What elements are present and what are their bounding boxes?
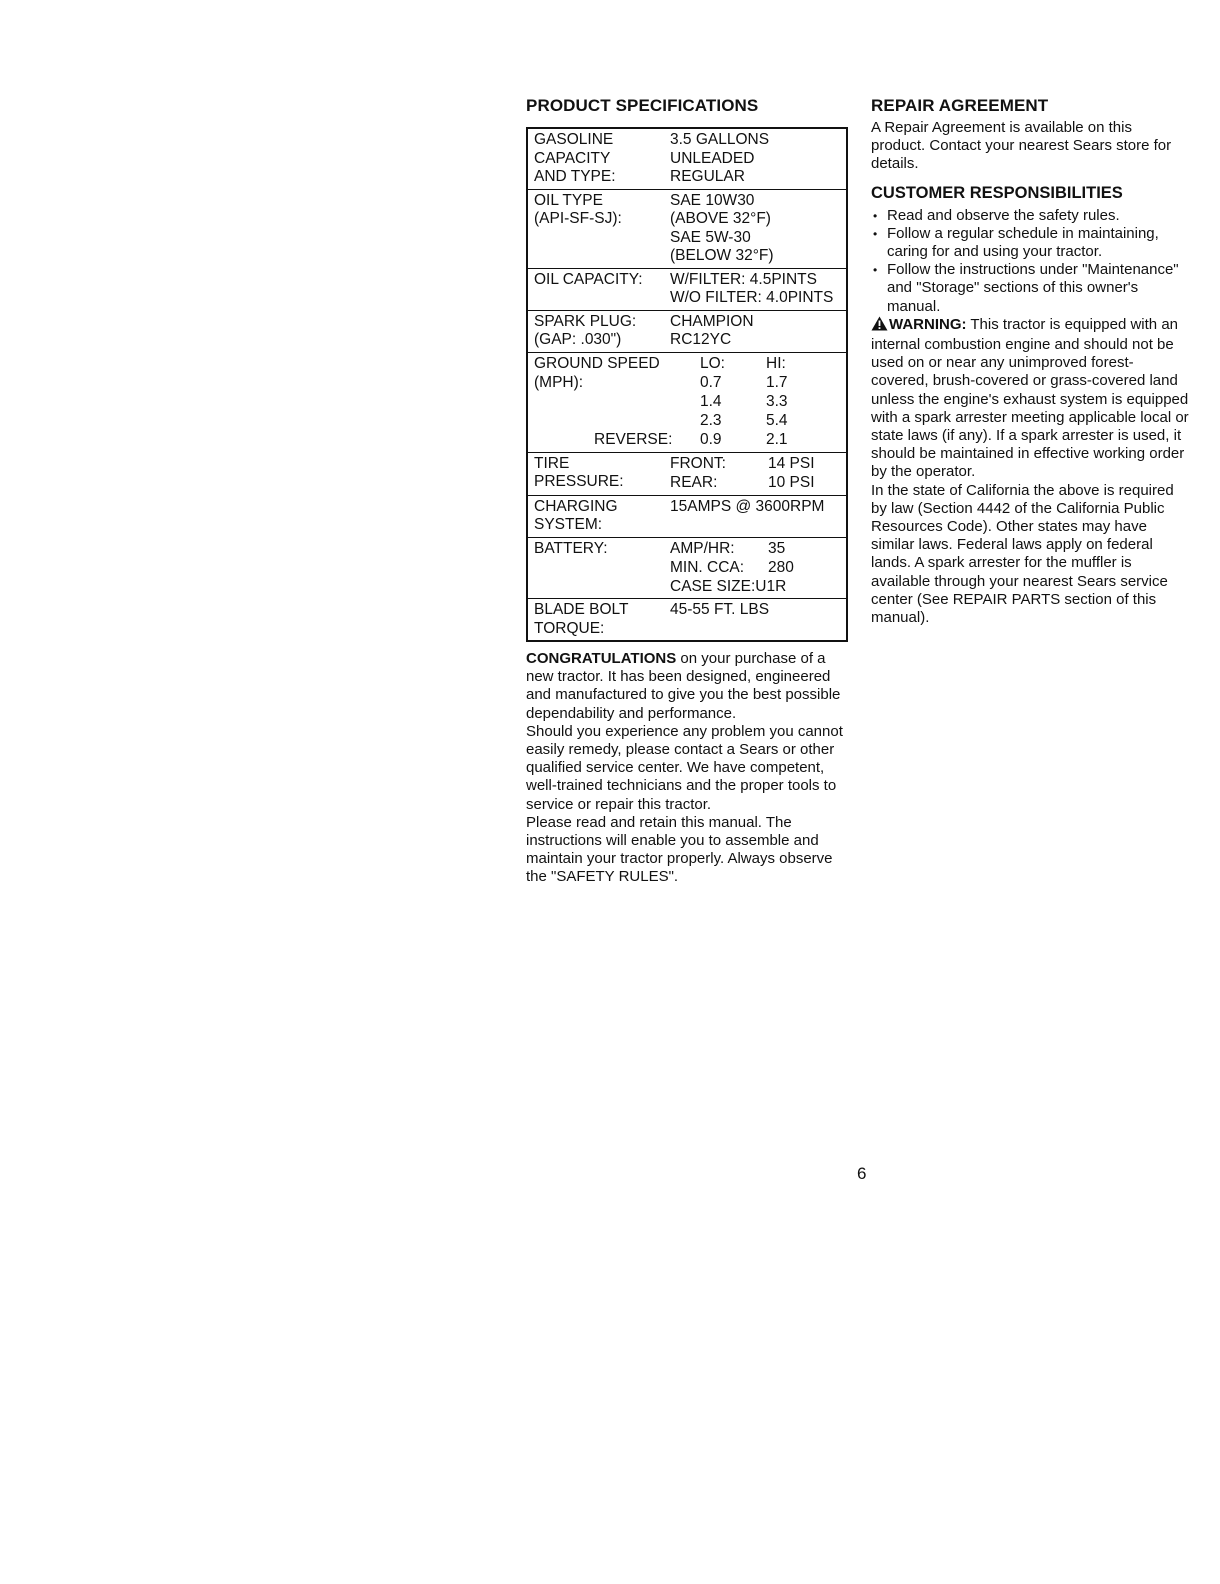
specifications-table xyxy=(526,127,848,642)
list-item: • Follow a regular schedule in maintaining, caring for and using your tractor. xyxy=(871,225,1189,261)
spec-label-battery: BATTERY: xyxy=(534,539,608,557)
speed-row: (MPH): 0.7 1.7 xyxy=(534,373,788,391)
spec-row-tire-pressure xyxy=(528,453,846,496)
california-law-paragraph: In the state of California the above is required by law (Section 4442 of the California Public Resources Code). Other states may have similar laws. Federal laws apply on federal lands. A spark arrester for the muffler is available through your nearest Sears service center (See REPAIR PARTS section of this manual). xyxy=(871,481,1174,627)
spec-label-tire-pressure: TIRE PRESSURE: xyxy=(534,454,624,490)
spec-row-oil-type xyxy=(528,190,846,269)
spec-value-charging: 15AMPS @ 3600RPM xyxy=(670,497,825,515)
spec-label-spark-plug: SPARK PLUG: (GAP: .030") xyxy=(534,312,637,348)
spec-row-blade-bolt xyxy=(528,599,846,640)
spec-label-oil-capacity: OIL CAPACITY: xyxy=(534,270,643,288)
repair-agreement-text: A Repair Agreement is available on this product. Contact your nearest Sears store for details. xyxy=(871,119,1172,173)
spec-label-oil-type: OIL TYPE (API-SF-SJ): xyxy=(534,191,622,227)
speed-hi-header: HI: xyxy=(766,354,786,372)
speed-row: 1.4 3.3 xyxy=(700,392,788,410)
spec-value-spark-plug: CHAMPION RC12YC xyxy=(670,312,754,348)
repair-agreement-heading: REPAIR AGREEMENT xyxy=(871,96,1049,115)
spec-label-charging: CHARGING SYSTEM: xyxy=(534,497,618,533)
spec-row-oil-capacity xyxy=(528,269,846,311)
spec-label-ground-speed: GROUND SPEED xyxy=(534,354,660,372)
spec-row-battery xyxy=(528,538,846,600)
spec-row-ground-speed xyxy=(528,353,846,453)
speed-row-reverse: REVERSE: 0.9 2.1 xyxy=(594,430,788,448)
spec-row-spark-plug xyxy=(528,311,846,353)
right-column xyxy=(871,96,1189,627)
spec-row-charging xyxy=(528,496,846,538)
warning-label: WARNING: xyxy=(889,315,967,333)
spec-value-oil-capacity: W/FILTER: 4.5PINTS W/O FILTER: 4.0PINTS xyxy=(670,270,834,306)
responsibilities-list xyxy=(871,207,1189,316)
spec-label-gasoline: GASOLINE CAPACITY AND TYPE: xyxy=(534,131,616,185)
warning-paragraph: WARNING: This tractor is equipped with an internal combustion engine and should not be used on or near any unimproved forest-covered, brush-covered or grass-covered land unless the engine's exhaust system is equipped with a spark arrester meeting applicable local or state laws (if any). If a spark arrester is used, it should be maintained in effective working order by the operator. xyxy=(871,315,1189,481)
spec-value-gasoline: 3.5 GALLONS UNLEADED REGULAR xyxy=(670,131,770,185)
speed-row: 2.3 5.4 xyxy=(700,411,788,429)
speed-unit: (MPH): xyxy=(534,373,584,391)
spec-value-battery: AMP/HR: 35 MIN. CCA: 280 CASE SIZE:U1R xyxy=(670,539,794,595)
left-column xyxy=(526,96,848,887)
spec-label-blade-bolt: BLADE BOLT TORQUE: xyxy=(534,601,629,637)
list-item: • Follow the instructions under "Maintenance" and "Storage" sections of this owner's manual. xyxy=(871,261,1189,316)
congratulations-paragraph: CONGRATULATIONS on your purchase of a new tractor. It has been designed, engineered and manufactured to give you the best possible dependability and performance. xyxy=(526,650,841,722)
service-paragraph: Should you experience any problem you cannot easily remedy, please contact a Sears or other qualified service center. We have competent, well-trained technicians and the proper tools to service or repair this tractor. xyxy=(526,722,843,813)
list-item: • Read and observe the safety rules. xyxy=(871,207,1189,225)
spec-row-gasoline xyxy=(528,129,846,190)
customer-responsibilities-heading: CUSTOMER RESPONSIBILITIES xyxy=(871,183,1123,202)
spec-value-tire-pressure: FRONT: 14 PSI REAR: 10 PSI xyxy=(670,454,815,491)
warning-triangle-icon xyxy=(871,316,888,336)
congratulations-text xyxy=(526,650,848,887)
speed-lo-header: LO: xyxy=(700,354,725,372)
product-specifications-heading: PRODUCT SPECIFICATIONS xyxy=(526,96,759,115)
manual-paragraph: Please read and retain this manual. The instructions will enable you to assemble and maintain your tractor properly. Always observe the "SAFETY RULES". xyxy=(526,813,833,886)
page-number: 6 xyxy=(857,1164,867,1183)
spec-value-blade-bolt: 45-55 FT. LBS xyxy=(670,601,770,618)
spec-value-oil-type: SAE 10W30 (ABOVE 32°F) SAE 5W-30 (BELOW 32°F) xyxy=(670,191,774,264)
